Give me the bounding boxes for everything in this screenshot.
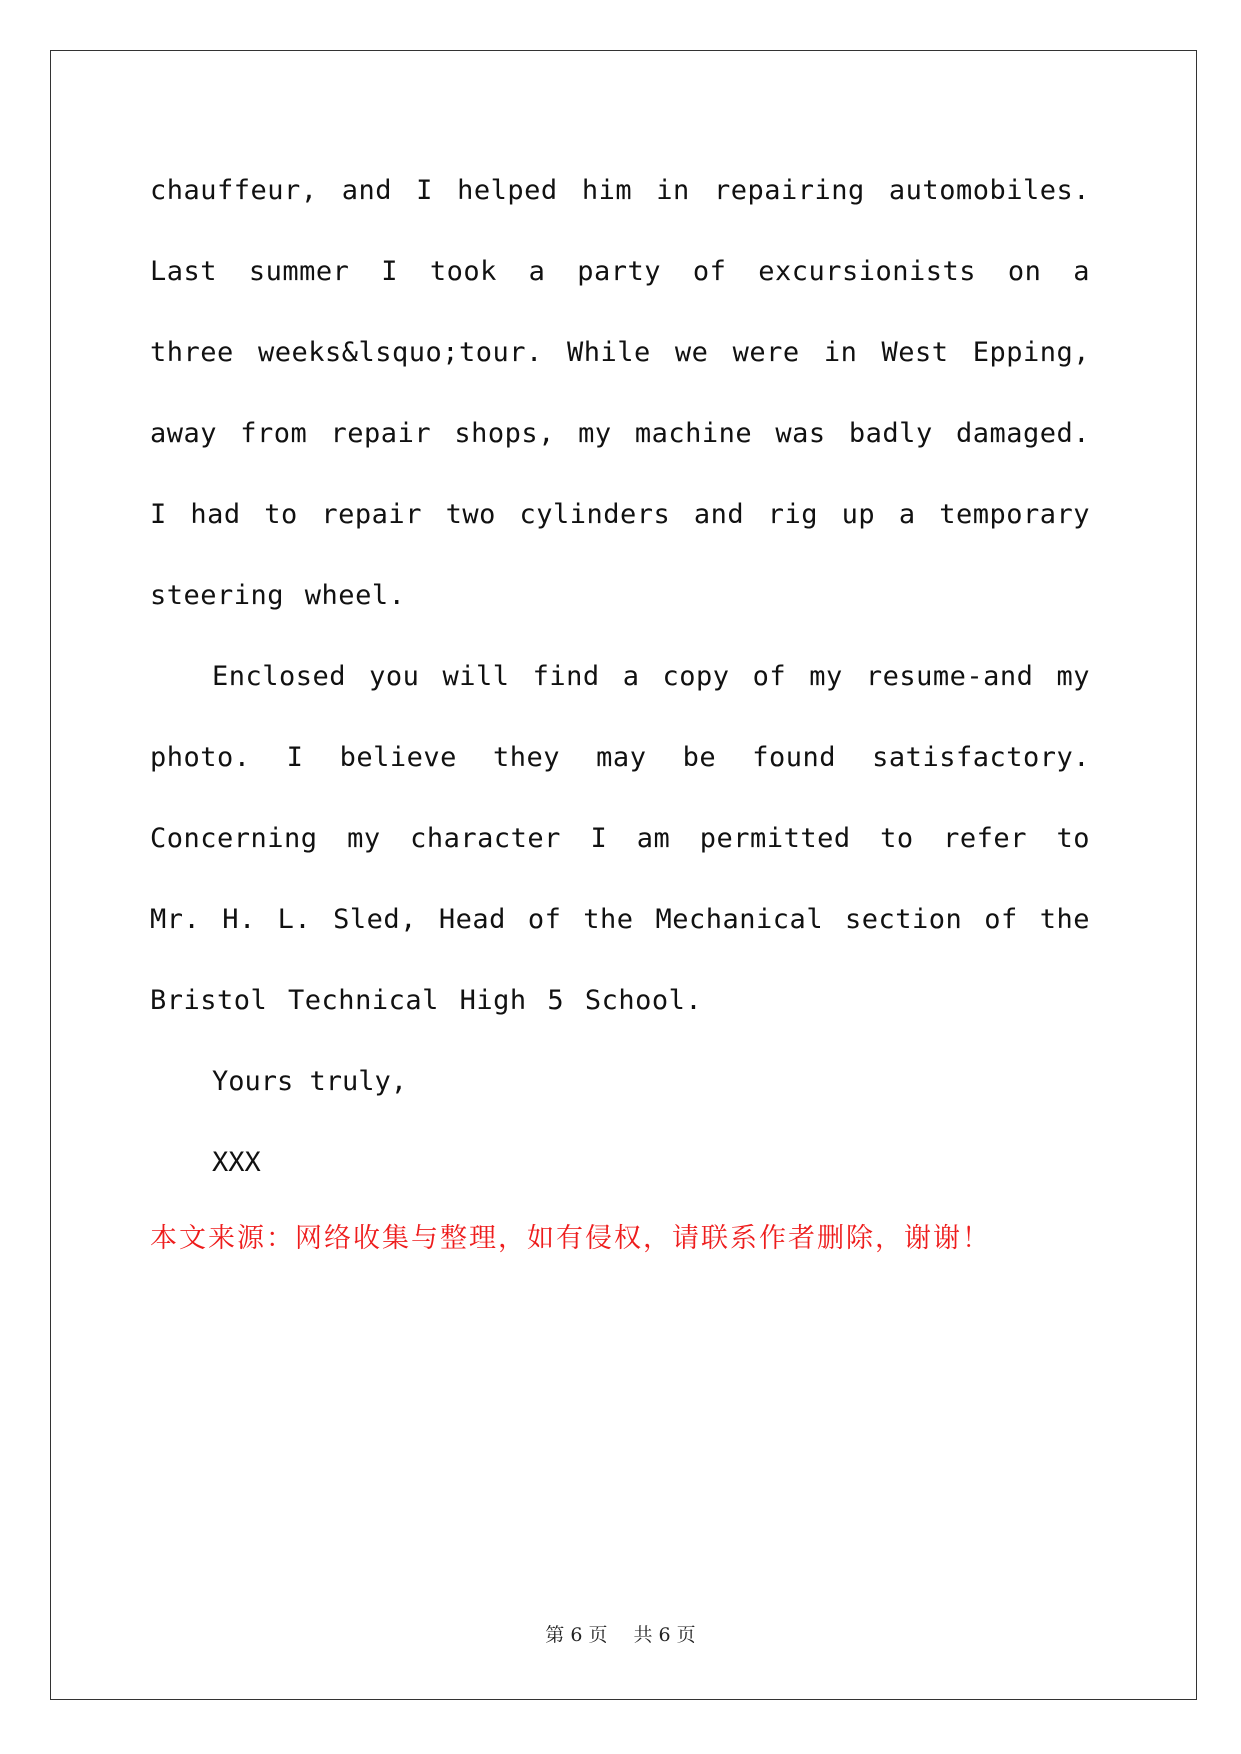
body-paragraph: chauffeur, and I helped him in repairing automobiles. Last summer I took a party of excursionists on a three weeks&lsquo;tour. While we were in West Epping, away from repair shops, my machine was badly damaged. I had to repair two cylinders and rig up a temporary steering wheel. xyxy=(150,175,1090,611)
closing-salutation: Yours truly, xyxy=(212,1066,408,1097)
page-number-label: 第 6 页 xyxy=(545,1624,608,1646)
page-total-label: 共 6 页 xyxy=(633,1624,696,1646)
body-paragraph: Enclosed you will find a copy of my resume-and my photo. I believe they may be found satisfactory. Concerning my character I am permitted to refer to Mr. H. L. Sled, Head of the Mechanical section of the Bristol Technical High 5 School. xyxy=(150,661,1090,1016)
source-disclaimer: 本文来源：网络收集与整理，如有侵权，请联系作者删除，谢谢！ xyxy=(150,1223,991,1254)
page-footer xyxy=(0,1620,1241,1647)
document-body xyxy=(150,150,1090,1203)
signature: XXX xyxy=(212,1147,261,1178)
